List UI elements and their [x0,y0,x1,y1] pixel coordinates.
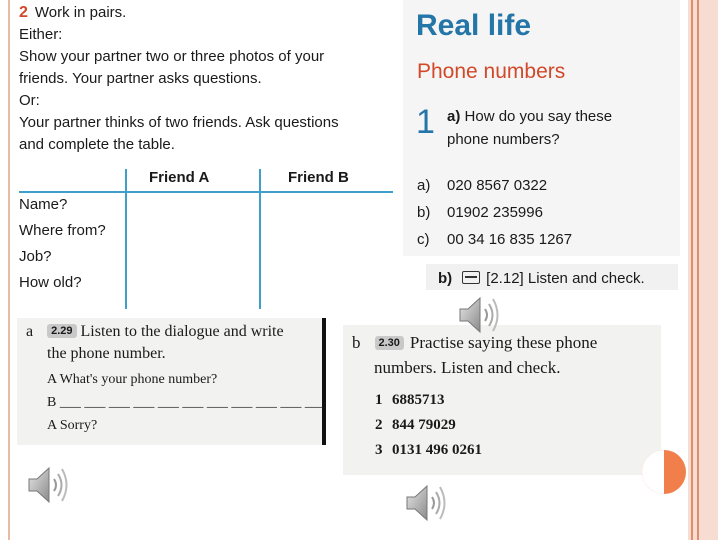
phone-number-list [375,388,482,463]
exercise-2-instructions [19,2,397,156]
frame-left-border [8,0,10,540]
table-row-label: How old? [19,274,82,291]
table-row-label: Where from? [19,222,106,239]
table-column-rule [125,169,127,309]
instruction-line: Your partner thinks of two friends. Ask questions [19,114,339,131]
table-header-friend-a: Friend A [149,169,210,186]
part-a-label: a) [447,108,461,125]
decorative-circle [642,450,686,494]
exercise-b-heading: b 2.30 Practise saying these phone [352,333,598,352]
table-row-label: Job? [19,248,52,265]
list-item: a) 020 8567 0322 [417,177,548,194]
listen-check-line: b) [2.12] Listen and check. [438,270,645,287]
exercise-number: 2 [19,4,28,21]
instruction-line: Either: [19,26,63,43]
track-badge: 2.29 [47,324,76,338]
frame-right-band [688,0,718,540]
phone-number-list [417,172,572,253]
speaker-icon[interactable] [24,462,70,508]
real-life-subtitle: Phone numbers [417,60,566,83]
table-column-rule [259,169,261,309]
list-item: c) 00 34 16 835 1267 [417,231,573,248]
list-item: 3 0131 496 0261 [375,442,482,458]
scan-divider [322,318,326,445]
list-item: 1 6885713 [375,392,445,408]
real-life-exercise-number: 1 [416,103,435,141]
dialogue-line: A What's your phone number? [47,372,218,387]
table-row-label: Name? [19,196,68,213]
table-header-friend-b: Friend B [288,169,349,186]
dialogue-line: A Sorry? [47,418,98,433]
cd-icon [462,271,480,284]
dialogue-line: B ___ ___ ___ ___ ___ ___ ___ ___ ___ ___ ___ [47,395,326,410]
instruction-line: friends. Your partner asks questions. [19,70,262,87]
instruction-line: Show your partner two or three photos of your [19,48,325,65]
instruction-line: and complete the table. [19,136,175,153]
instruction-line: Or: [19,92,40,109]
track-badge: 2.30 [375,336,404,350]
exercise-a-heading-cont: the phone number. [47,345,166,362]
speaker-icon[interactable] [402,480,448,526]
real-life-title: Real life [416,9,532,42]
list-item: 2 844 79029 [375,417,456,433]
real-life-question: a) How do you say these phone numbers? [447,108,613,148]
friends-table [19,164,393,309]
instruction-line: 2 Work in pairs. [19,4,127,21]
speaker-icon[interactable] [455,292,501,338]
frame-right-line [697,0,699,540]
exercise-a-heading: a 2.29 Listen to the dialogue and write [26,323,284,340]
table-header-rule [19,191,393,193]
frame-right-line [691,0,693,540]
list-item: b) 01902 235996 [417,204,543,221]
exercise-b-heading-cont: numbers. Listen and check. [374,358,561,377]
